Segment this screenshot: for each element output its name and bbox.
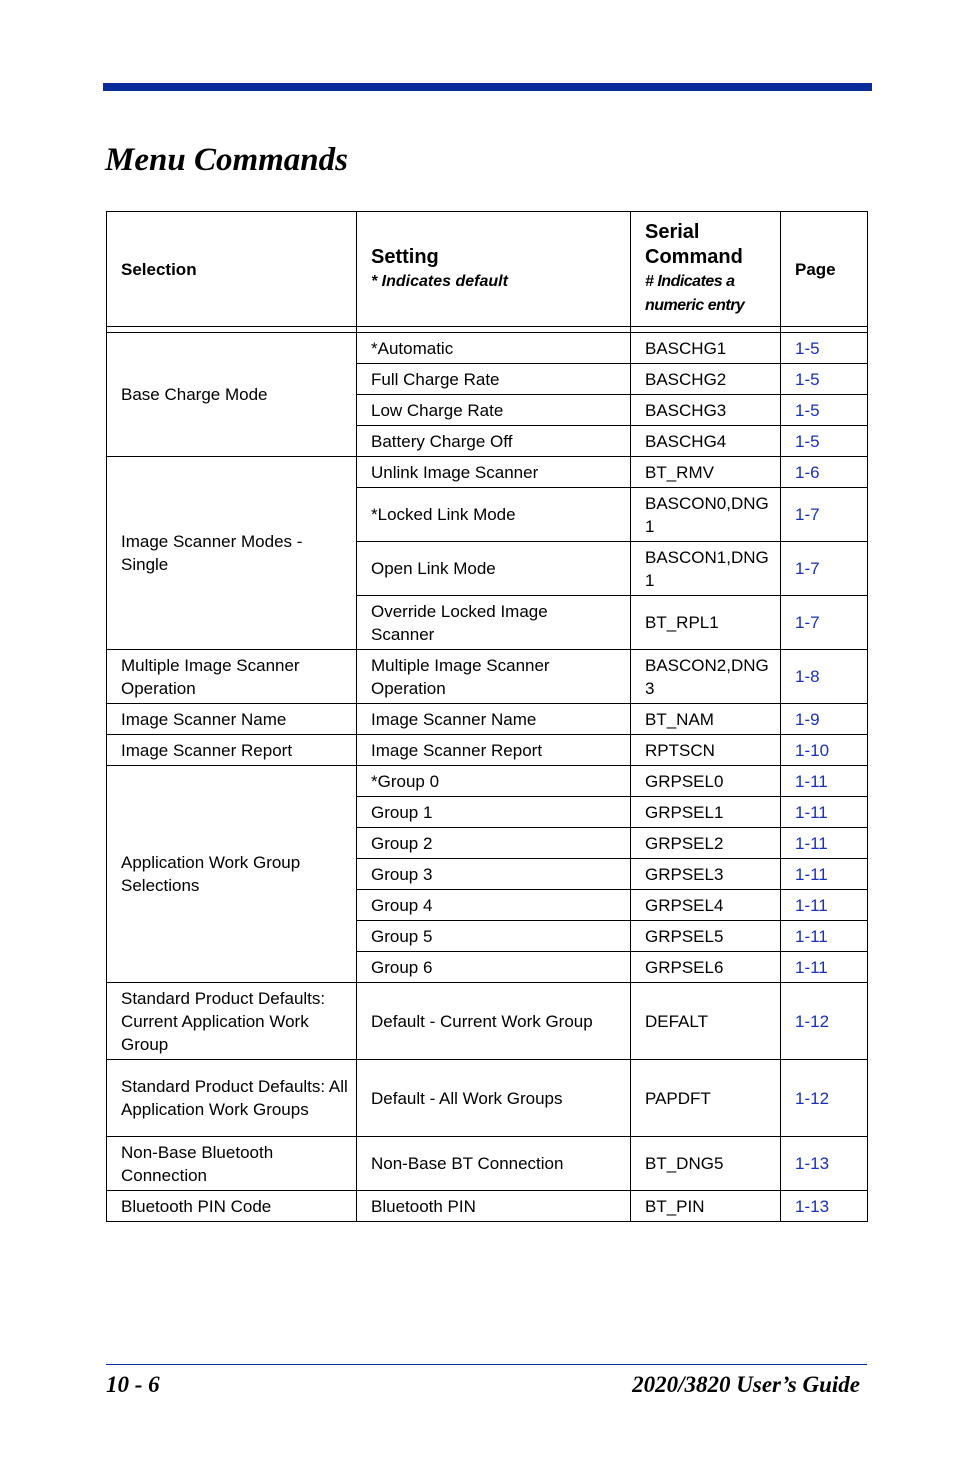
- command-cell: BASCHG2: [631, 364, 781, 395]
- setting-cell: Default - All Work Groups: [357, 1060, 631, 1137]
- setting-cell: Override Locked Image Scanner: [357, 596, 631, 650]
- setting-cell: Group 6: [357, 952, 631, 983]
- command-cell: BT_PIN: [631, 1191, 781, 1222]
- command-cell: BASCON2,DNG3: [631, 650, 781, 704]
- selection-cell: Multiple Image Scanner Operation: [107, 650, 357, 704]
- setting-cell: Group 1: [357, 797, 631, 828]
- header-rule: [103, 83, 872, 91]
- page-link[interactable]: 1-5: [781, 395, 868, 426]
- command-cell: DEFALT: [631, 983, 781, 1060]
- setting-cell: Unlink Image Scanner: [357, 457, 631, 488]
- command-cell: GRPSEL6: [631, 952, 781, 983]
- command-cell: GRPSEL3: [631, 859, 781, 890]
- command-cell: BASCON0,DNG1: [631, 488, 781, 542]
- page-title: Menu Commands: [105, 142, 348, 178]
- selection-cell: Bluetooth PIN Code: [107, 1191, 357, 1222]
- command-cell: BT_RMV: [631, 457, 781, 488]
- setting-cell: Group 3: [357, 859, 631, 890]
- command-cell: RPTSCN: [631, 735, 781, 766]
- header-serial-command-label: Serial Command: [645, 221, 743, 268]
- page-link[interactable]: 1-7: [781, 542, 868, 596]
- page-link[interactable]: 1-5: [781, 333, 868, 364]
- table-row: [107, 1060, 868, 1137]
- command-cell: GRPSEL5: [631, 921, 781, 952]
- page-link[interactable]: 1-5: [781, 364, 868, 395]
- setting-cell: Low Charge Rate: [357, 395, 631, 426]
- selection-cell: Image Scanner Report: [107, 735, 357, 766]
- setting-cell: *Locked Link Mode: [357, 488, 631, 542]
- command-cell: BT_NAM: [631, 704, 781, 735]
- selection-cell: Application Work Group Selections: [107, 766, 357, 983]
- command-cell: BASCHG1: [631, 333, 781, 364]
- page-link[interactable]: 1-12: [781, 1060, 868, 1137]
- page-link[interactable]: 1-11: [781, 766, 868, 797]
- setting-cell: Open Link Mode: [357, 542, 631, 596]
- page-link[interactable]: 1-6: [781, 457, 868, 488]
- setting-cell: Image Scanner Report: [357, 735, 631, 766]
- command-cell: BT_RPL1: [631, 596, 781, 650]
- page-link[interactable]: 1-11: [781, 797, 868, 828]
- page-link[interactable]: 1-7: [781, 596, 868, 650]
- setting-cell: Full Charge Rate: [357, 364, 631, 395]
- header-serial-command: [631, 212, 781, 327]
- header-page: Page: [781, 212, 868, 327]
- page-link[interactable]: 1-9: [781, 704, 868, 735]
- selection-cell: Base Charge Mode: [107, 333, 357, 457]
- command-cell: BASCHG4: [631, 426, 781, 457]
- setting-cell: Image Scanner Name: [357, 704, 631, 735]
- table-row: [107, 650, 868, 704]
- selection-cell: Standard Product Defaults: Current Application Work Group: [107, 983, 357, 1060]
- page-link[interactable]: 1-11: [781, 921, 868, 952]
- command-cell: PAPDFT: [631, 1060, 781, 1137]
- table-row: [107, 704, 868, 735]
- page-number: 10 - 6: [106, 1372, 160, 1397]
- footer-rule: [106, 1364, 867, 1365]
- page-link[interactable]: 1-11: [781, 828, 868, 859]
- page-link[interactable]: 1-7: [781, 488, 868, 542]
- table-row: [107, 766, 868, 797]
- setting-cell: Non-Base BT Connection: [357, 1137, 631, 1191]
- setting-cell: *Group 0: [357, 766, 631, 797]
- page-link[interactable]: 1-13: [781, 1191, 868, 1222]
- command-cell: GRPSEL2: [631, 828, 781, 859]
- selection-cell: Standard Product Defaults: All Application Work Groups: [107, 1060, 357, 1137]
- header-selection: Selection: [107, 212, 357, 327]
- command-cell: BASCON1,DNG1: [631, 542, 781, 596]
- table-header-row: [107, 212, 868, 327]
- page-link[interactable]: 1-13: [781, 1137, 868, 1191]
- command-cell: GRPSEL4: [631, 890, 781, 921]
- table-row: [107, 1191, 868, 1222]
- page-link[interactable]: 1-10: [781, 735, 868, 766]
- setting-cell: Multiple Image Scanner Operation: [357, 650, 631, 704]
- page-link[interactable]: 1-11: [781, 952, 868, 983]
- command-cell: BASCHG3: [631, 395, 781, 426]
- page-link[interactable]: 1-5: [781, 426, 868, 457]
- command-cell: GRPSEL1: [631, 797, 781, 828]
- setting-cell: *Automatic: [357, 333, 631, 364]
- selection-cell: Image Scanner Name: [107, 704, 357, 735]
- page-link[interactable]: 1-12: [781, 983, 868, 1060]
- setting-cell: Default - Current Work Group: [357, 983, 631, 1060]
- table-row: [107, 457, 868, 488]
- setting-cell: Bluetooth PIN: [357, 1191, 631, 1222]
- table-row: [107, 735, 868, 766]
- page-link[interactable]: 1-8: [781, 650, 868, 704]
- header-serial-note: # Indicates a numeric entry: [645, 273, 745, 314]
- command-cell: BT_DNG5: [631, 1137, 781, 1191]
- setting-cell: Group 2: [357, 828, 631, 859]
- page-link[interactable]: 1-11: [781, 859, 868, 890]
- setting-cell: Group 5: [357, 921, 631, 952]
- page-link[interactable]: 1-11: [781, 890, 868, 921]
- setting-cell: Battery Charge Off: [357, 426, 631, 457]
- header-setting-label: Setting: [371, 245, 439, 268]
- menu-commands-table: [106, 211, 868, 1222]
- header-setting-note: * Indicates default: [371, 272, 508, 290]
- selection-cell: Non-Base Bluetooth Connection: [107, 1137, 357, 1191]
- header-setting: [357, 212, 631, 327]
- selection-cell: Image Scanner Modes - Single: [107, 457, 357, 650]
- command-cell: GRPSEL0: [631, 766, 781, 797]
- guide-title: 2020/3820 User’s Guide: [632, 1372, 860, 1397]
- table-row: [107, 333, 868, 364]
- table-row: [107, 983, 868, 1060]
- table-row: [107, 1137, 868, 1191]
- setting-cell: Group 4: [357, 890, 631, 921]
